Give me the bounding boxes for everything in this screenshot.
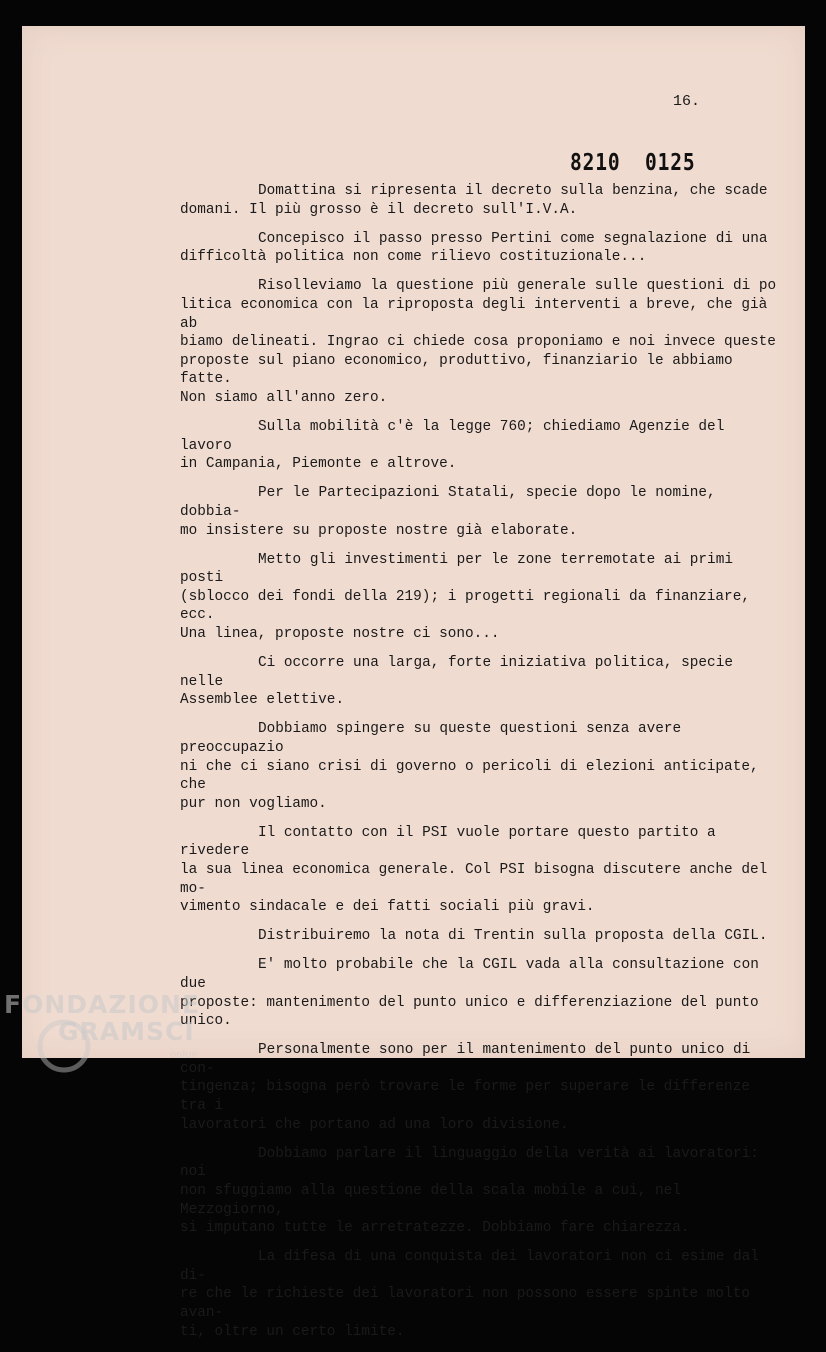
paragraph: Ci occorre una larga, forte iniziativa politica, specie nelle Assemblee elettive.: [180, 655, 733, 709]
paragraph: Risolleviamo la questione più generale sulle questioni di po litica economica con la riproposta degli interventi a breve, che già ab biamo delineati. Ingrao ci chiede cosa proponiamo e noi invece queste proposte sul piano economico, produttivo, finanziario le abbiamo fatte. Non siamo all'anno zero.: [180, 278, 777, 406]
fondazione-gramsci-watermark: [0, 990, 230, 1080]
paragraph: Personalmente sono per il mantenimento del punto unico di con- tingenza; bisogna però trovare le forme per superare le differenze tra i lavoratori che portano ad una loro divisione.: [180, 1042, 751, 1133]
document-body: [180, 182, 780, 1352]
paragraph: La difesa di una conquista dei lavoratori non ci esime dal di- re che le richieste dei lavoratori non possono essere spinte molto avan- ti, oltre un certo limite.: [180, 1249, 759, 1340]
paragraph: Domattina si ripresenta il decreto sulla benzina, che scade domani. Il più grosso è il decreto sull'I.V.A.: [180, 183, 768, 218]
paragraph: Distribuiremo la nota di Trentin sulla proposta della CGIL.: [258, 928, 768, 945]
paragraph: Concepisco il passo presso Pertini come segnalazione di una difficoltà politica non come rilievo costituzionale...: [180, 230, 768, 266]
paragraph: E' molto probabile che la CGIL vada alla consultazione con due proposte: mantenimento del punto unico e differenziazione del punto unico.: [180, 957, 759, 1030]
watermark-line1: FONDAZIONE: [4, 990, 201, 1019]
watermark-suffix: onlus: [170, 1050, 197, 1061]
paragraph: Metto gli investimenti per le zone terremotate ai primi posti (sblocco dei fondi della 219); i progetti regionali da finanziare, ecc. Una linea, proposte nostre ci sono...: [180, 551, 750, 642]
paragraph: Per le Partecipazioni Statali, specie dopo le nomine, dobbia- mo insistere su proposte nostre già elaborate.: [180, 485, 716, 539]
paragraph: Dobbiamo parlare il linguaggio della verità ai lavoratori: noi non sfuggiamo alla questione della scala mobile a cui, nel Mezzogiorno, si imputano tutte le arretratezze. Dobbiamo fare chiarezza.: [180, 1145, 759, 1237]
paragraph: Dobbiamo spingere su queste questioni senza avere preoccupazio ni che ci siano crisi di governo o pericoli di elezioni anticipate, che pur non vogliamo.: [180, 721, 759, 812]
document-page: [22, 26, 805, 1340]
paragraph: Sulla mobilità c'è la legge 760; chiediamo Agenzie del lavoro in Campania, Piemonte e altrove.: [180, 419, 725, 473]
page-number: 16.: [673, 93, 701, 110]
archive-stamp: 8210 0125: [570, 150, 696, 176]
paragraph: Il contatto con il PSI vuole portare questo partito a rivedere la sua linea economica generale. Col PSI bisogna discutere anche del mo- vimento sindacale e dei fatti sociali più gravi.: [180, 824, 768, 916]
watermark-line2: GRAMSCI: [58, 1017, 195, 1046]
